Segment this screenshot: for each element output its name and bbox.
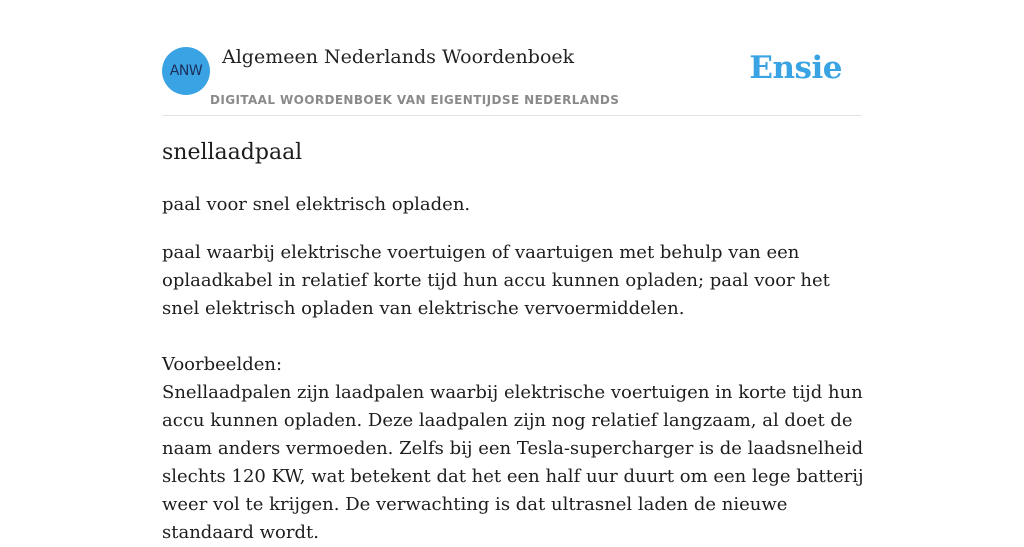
anw-logo[interactable] — [162, 47, 210, 95]
entry-headword: snellaadpaal — [162, 140, 303, 165]
examples-text: Snellaadpalen zijn laadpalen waarbij elektrische voertuigen in korte tijd hun accu kunnen opladen. Deze laadpalen zijn nog relatief langzaam, al doet de naam anders vermoeden. Zelfs bij een Tesla-supercharger is de laadsnelheid slechts 120 KW, wat betekent dat het een half uur duurt om een lege batterij weer vol te krijgen. De verwachting is dat ultrasnel laden de nieuwe standaard wordt. — [162, 382, 864, 543]
short-definition: paal voor snel elektrisch opladen. — [162, 194, 471, 215]
site-title[interactable]: Algemeen Nederlands Woordenboek — [222, 46, 575, 68]
ensie-brand-logo[interactable]: Ensie — [749, 50, 842, 86]
long-definition: paal waarbij elektrische voertuigen of vaartuigen met behulp van een oplaadkabel in relatief korte tijd hun accu kunnen opladen; paal voor het snel elektrisch opladen van elektrische vervoermiddelen. — [162, 242, 830, 319]
site-header — [162, 0, 862, 116]
examples-label: Voorbeelden: — [162, 354, 283, 375]
logo-text: ANW — [169, 63, 203, 79]
site-subtitle: DIGITAAL WOORDENBOEK VAN EIGENTIJDSE NEDERLANDS — [210, 93, 620, 107]
page-content — [162, 0, 864, 543]
